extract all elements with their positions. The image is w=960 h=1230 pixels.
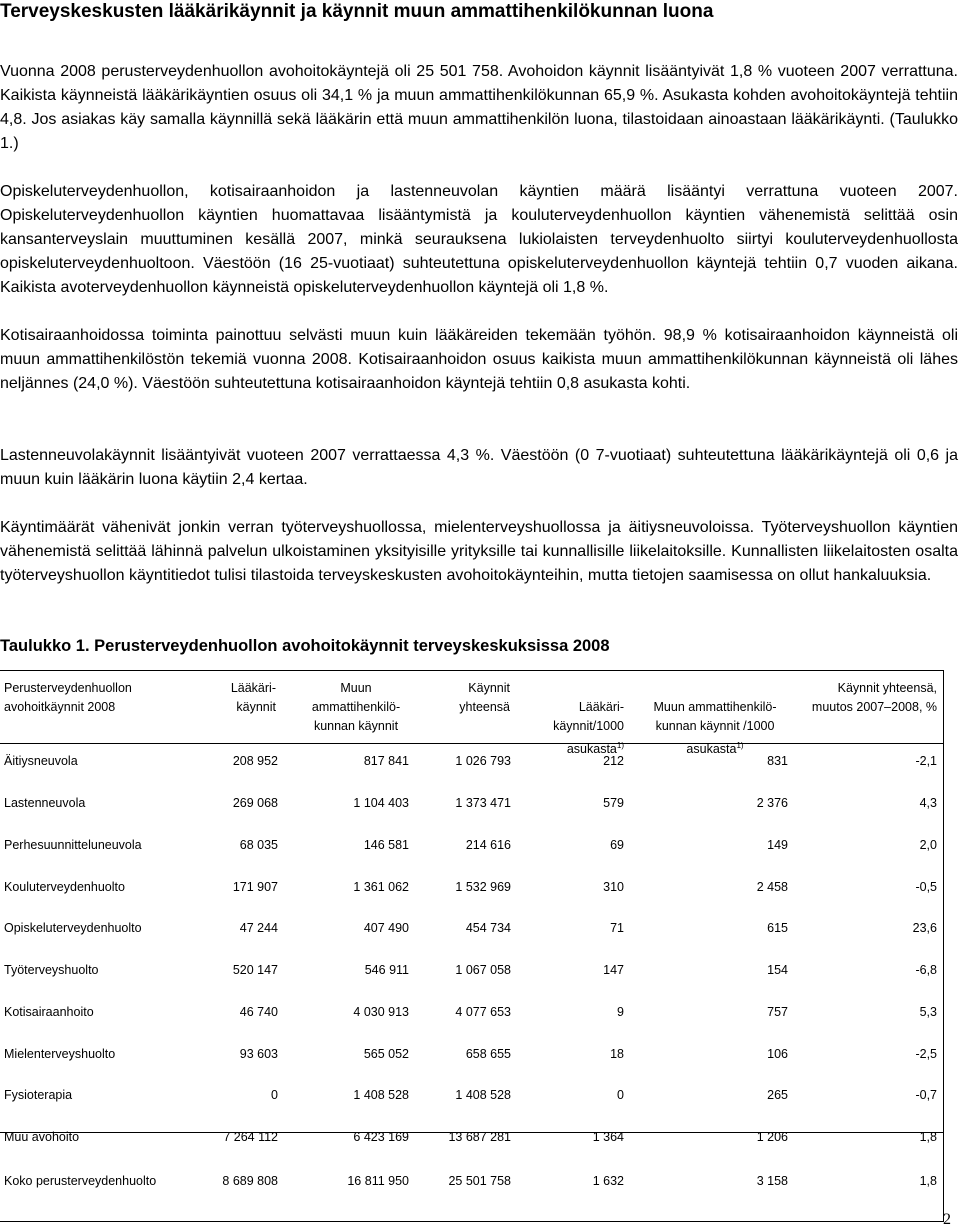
cell-other-per-1000: 757	[767, 1005, 788, 1019]
cell-other-staff-visits: 16 811 950	[347, 1174, 409, 1188]
row-label: Mielenterveyshuolto	[4, 1047, 116, 1061]
cell-doctor-visits: 208 952	[232, 754, 278, 768]
cell-doctor-visits: 47 244	[239, 921, 278, 935]
cell-total-visits: 1 067 058	[455, 963, 511, 977]
cell-other-per-1000: 2 458	[756, 880, 788, 894]
cell-change-percent: -2,1	[915, 754, 937, 768]
table-total-row	[0, 1171, 943, 1191]
row-label: Perhesuunnitteluneuvola	[4, 838, 142, 852]
cell-doctor-per-1000: 9	[617, 1005, 624, 1019]
table-row	[0, 751, 943, 771]
cell-other-per-1000: 615	[767, 921, 788, 935]
row-label: Työterveyshuolto	[4, 963, 99, 977]
cell-total-visits: 454 734	[465, 921, 511, 935]
cell-other-staff-visits: 1 104 403	[353, 796, 409, 810]
header-doctor-per-1000-text: Lääkäri- käynnit/1000 asukasta	[553, 700, 624, 756]
cell-change-percent: -6,8	[915, 963, 937, 977]
header-other-staff-visits: Muun ammattihenkilö- kunnan käynnit	[311, 681, 401, 733]
header-total-visits: Käynnit yhteensä	[459, 681, 510, 714]
cell-doctor-per-1000: 310	[603, 880, 624, 894]
cell-other-per-1000: 265	[767, 1088, 788, 1102]
cell-doctor-visits: 68 035	[239, 838, 278, 852]
row-label: Muu avohoito	[4, 1130, 80, 1144]
cell-doctor-per-1000: 212	[603, 754, 624, 768]
cell-other-per-1000: 3 158	[756, 1174, 788, 1188]
table-row	[0, 1002, 943, 1022]
row-label: Koko perusterveydenhuolto	[4, 1174, 157, 1188]
cell-other-staff-visits: 1 408 528	[353, 1088, 409, 1102]
cell-change-percent: 2,0	[919, 838, 937, 852]
cell-doctor-per-1000: 147	[603, 963, 624, 977]
paragraph-child-clinic: Lastenneuvolakäynnit lisääntyivät vuoteen 2007 verrattaessa 4,3 %. Väestöön (0 7-vuotiaat) suhteutettuna lääkärikäyntejä oli 0,6 ja muun kuin lääkärin luona käytiin 2,4 kertaa.	[0, 447, 958, 488]
header-other-per-1000-text: Muun ammattihenkilö- kunnan käynnit /1000 asukasta	[653, 700, 777, 756]
cell-other-staff-visits: 146 581	[363, 838, 409, 852]
table-row	[0, 835, 943, 855]
cell-doctor-visits: 0	[271, 1088, 278, 1102]
cell-doctor-per-1000: 71	[610, 921, 624, 935]
paragraph-home-nursing: Kotisairaanhoidossa toiminta painottuu selvästi muun kuin lääkäreiden tekemään työhön. 98,9 % kotisairaanhoidon käynneistä oli muun ammattihenkilöstön tekemiä vuonna 2008. Kotisairaanhoidon osuus kaikista muun ammattihenkilökunnan käynneistä oli lähes neljännes (24,0 %). Väestöön suhteutettuna kotisairaanhoidon käyntejä tehtiin 0,8 asukasta kohti.	[0, 327, 958, 392]
cell-other-staff-visits: 6 423 169	[353, 1130, 409, 1144]
table-row	[0, 793, 943, 813]
table-row	[0, 877, 943, 897]
cell-change-percent: 1,8	[919, 1130, 937, 1144]
row-label: Kotisairaanhoito	[4, 1005, 94, 1019]
cell-doctor-visits: 93 603	[239, 1047, 278, 1061]
cell-doctor-per-1000: 579	[603, 796, 624, 810]
cell-other-per-1000: 154	[767, 963, 788, 977]
cell-doctor-per-1000: 0	[617, 1088, 624, 1102]
cell-other-staff-visits: 546 911	[364, 963, 409, 977]
page-number: 2	[943, 1211, 951, 1228]
cell-total-visits: 658 655	[465, 1047, 511, 1061]
cell-total-visits: 214 616	[465, 838, 511, 852]
paragraph-visits-overview: Vuonna 2008 perusterveydenhuollon avohoitokäyntejä oli 25 501 758. Avohoidon käynnit lisääntyivät 1,8 % vuoteen 2007 verrattuna. Kaikista käynneistä lääkärikäyntien osuus oli 34,1 % ja muun ammattihenkilökunnan 65,9 %. Asukasta kohden avohoitokäyntejä tehtiin 4,8. Jos asiakas käy samalla käynnillä sekä lääkärin että muun ammattihenkilön luona, tilastoidaan ainoastaan lääkärikäynti. (Taulukko 1.)	[0, 63, 958, 152]
cell-total-visits: 1 373 471	[455, 796, 511, 810]
table-header-row	[0, 671, 943, 756]
cell-other-per-1000: 149	[767, 838, 788, 852]
table-row	[0, 960, 943, 980]
cell-other-staff-visits: 407 490	[363, 921, 409, 935]
row-label: Fysioterapia	[4, 1088, 73, 1102]
cell-change-percent: 1,8	[919, 1174, 937, 1188]
footnote-marker: 1)	[616, 741, 624, 750]
table-row	[0, 1085, 943, 1105]
cell-total-visits: 4 077 653	[455, 1005, 511, 1019]
cell-doctor-per-1000: 1 364	[592, 1130, 624, 1144]
cell-doctor-per-1000: 1 632	[592, 1174, 624, 1188]
cell-change-percent: 23,6	[912, 921, 937, 935]
cell-other-staff-visits: 565 052	[363, 1047, 409, 1061]
row-label: Opiskeluterveydenhuolto	[4, 921, 142, 935]
cell-doctor-visits: 7 264 112	[223, 1130, 278, 1144]
header-change-percent: Käynnit yhteensä, muutos 2007–2008, %	[811, 681, 937, 714]
cell-doctor-visits: 171 907	[232, 880, 278, 894]
table-row	[0, 1044, 943, 1064]
footnote-marker: 1)	[736, 741, 744, 750]
cell-change-percent: -2,5	[915, 1047, 937, 1061]
table-row	[0, 918, 943, 938]
table-row	[0, 1127, 943, 1147]
cell-change-percent: -0,5	[915, 880, 937, 894]
cell-other-staff-visits: 4 030 913	[353, 1005, 409, 1019]
paragraph-student-health: Opiskeluterveydenhuollon, kotisairaanhoidon ja lastenneuvolan käyntien määrä lisääntyi verrattuna vuoteen 2007. Opiskeluterveydenhuollon käyntien huomattavaa lisääntymistä ja kouluterveydenhuollon käyntien vähenemistä selittää osin kansanterveyslain muuttuminen kesällä 2007, minkä seurauksena lukiolaisten terveydenhuolto siirtyi kouluterveydenhuollosta opiskeluterveydenhuoltoon. Väestöön (16 25-vuotiaat) suhteutettuna opiskeluterveydenhuollon käyntejä tehtiin 0,7 vuoden aikana. Kaikista avoterveydenhuollon käynneistä opiskeluterveydenhuollon käyntejä oli 1,8 %.	[0, 183, 958, 296]
cell-total-visits: 1 026 793	[455, 754, 511, 768]
cell-other-per-1000: 831	[767, 754, 788, 768]
cell-other-staff-visits: 817 841	[363, 754, 409, 768]
cell-doctor-per-1000: 69	[610, 838, 624, 852]
cell-total-visits: 25 501 758	[448, 1174, 511, 1188]
document-title: Terveyskeskusten lääkärikäynnit ja käynnit muun ammattihenkilökunnan luona	[0, 1, 714, 22]
cell-total-visits: 13 687 281	[448, 1130, 511, 1144]
visits-table	[0, 670, 944, 1222]
cell-doctor-visits: 269 068	[232, 796, 278, 810]
cell-total-visits: 1 408 528	[455, 1088, 511, 1102]
cell-other-per-1000: 2 376	[756, 796, 788, 810]
header-doctor-per-1000	[530, 679, 624, 759]
row-label: Äitiysneuvola	[4, 754, 78, 768]
cell-other-staff-visits: 1 361 062	[353, 880, 409, 894]
cell-change-percent: 4,3	[919, 796, 937, 810]
table-caption: Taulukko 1. Perusterveydenhuollon avohoitokäynnit terveyskeskuksissa 2008	[0, 637, 610, 655]
cell-other-per-1000: 1 206	[756, 1130, 788, 1144]
cell-doctor-visits: 46 740	[239, 1005, 278, 1019]
paragraph-occupational-health: Käyntimäärät vähenivät jonkin verran työterveyshuollossa, mielenterveyshuollossa ja äitiysneuvoloissa. Työterveyshuollon käyntien vähenemistä selittää lähinnä palvelun ulkoistaminen yksityisille yrityksille tai kunnallisille liikelaitoksille. Kunnallisten liikelaitosten osalta työterveyshuollon käyntitiedot tulisi tilastoida terveyskeskusten avohoitokäynteihin, mutta tietojen saamisessa on ollut hankaluuksia.	[0, 519, 958, 584]
row-label: Lastenneuvola	[4, 796, 86, 810]
row-label: Kouluterveydenhuolto	[4, 880, 125, 894]
cell-doctor-visits: 520 147	[232, 963, 278, 977]
cell-other-per-1000: 106	[767, 1047, 788, 1061]
cell-total-visits: 1 532 969	[455, 880, 511, 894]
cell-change-percent: -0,7	[915, 1088, 937, 1102]
header-doctor-visits: Lääkäri- käynnit	[230, 681, 276, 714]
cell-doctor-per-1000: 18	[610, 1047, 624, 1061]
header-category: Perusterveydenhuollon avohoitkäynnit 2008	[4, 681, 132, 714]
cell-change-percent: 5,3	[919, 1005, 937, 1019]
cell-doctor-visits: 8 689 808	[222, 1174, 278, 1188]
header-other-per-1000	[640, 679, 790, 759]
